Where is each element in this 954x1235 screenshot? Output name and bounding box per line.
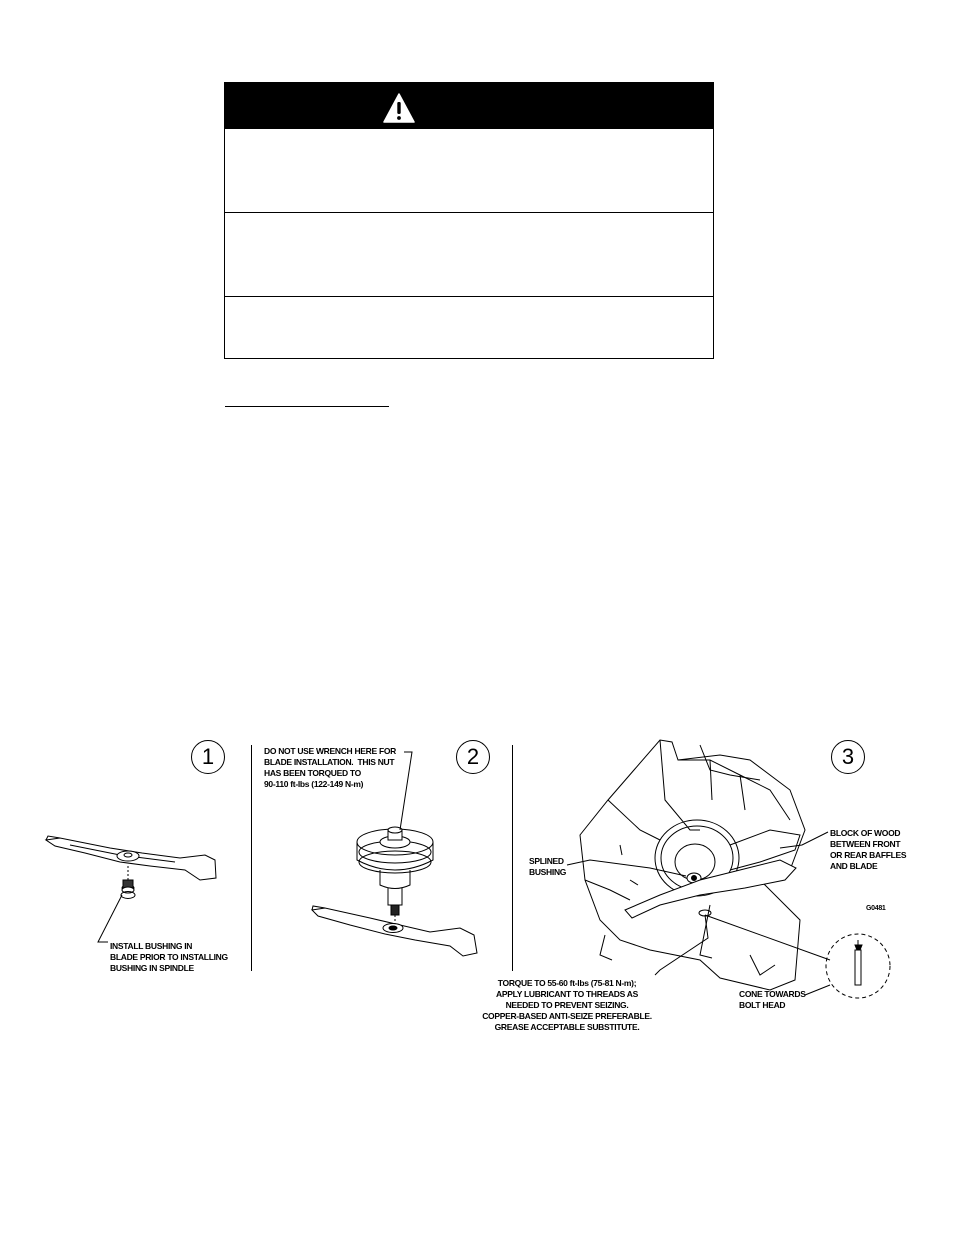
step-number-3: 3 — [831, 740, 865, 774]
cone-detail-illustration — [826, 934, 890, 998]
spindle-pulley-illustration — [357, 827, 433, 925]
callout-install-bushing: INSTALL BUSHING IN BLADE PRIOR TO INSTALLING BUSHING IN SPINDLE — [110, 941, 228, 973]
callout-cone-towards: CONE TOWARDS BOLT HEAD — [739, 989, 806, 1010]
bushing-illustration — [121, 866, 135, 899]
step-number-1: 1 — [191, 740, 225, 774]
step-number-2: 2 — [456, 740, 490, 774]
figure-code: G0481 — [866, 905, 886, 912]
callout-splined-bushing: SPLINED BUSHING — [529, 856, 567, 877]
callout-block-of-wood: BLOCK OF WOOD BETWEEN FRONT OR REAR BAFFLES AND BLADE — [830, 828, 907, 871]
blade-illustration-1 — [46, 836, 216, 880]
callout-torque-note: TORQUE TO 55-60 ft-lbs (75-81 N-m); APPLY LUBRICANT TO THREADS AS NEEDED TO PREVENT SEIZING. COPPER-BASED ANTI-SEIZE PREFERABLE. GREASE ACCEPTABLE SUBSTITUTE. — [482, 978, 652, 1032]
callout-do-not-use-wrench: DO NOT USE WRENCH HERE FOR BLADE INSTALLATION. THIS NUT HAS BEEN TORQUED TO 90-110 ft-lbs (122-149 N-m) — [264, 746, 396, 789]
mower-deck-illustration — [580, 740, 805, 990]
